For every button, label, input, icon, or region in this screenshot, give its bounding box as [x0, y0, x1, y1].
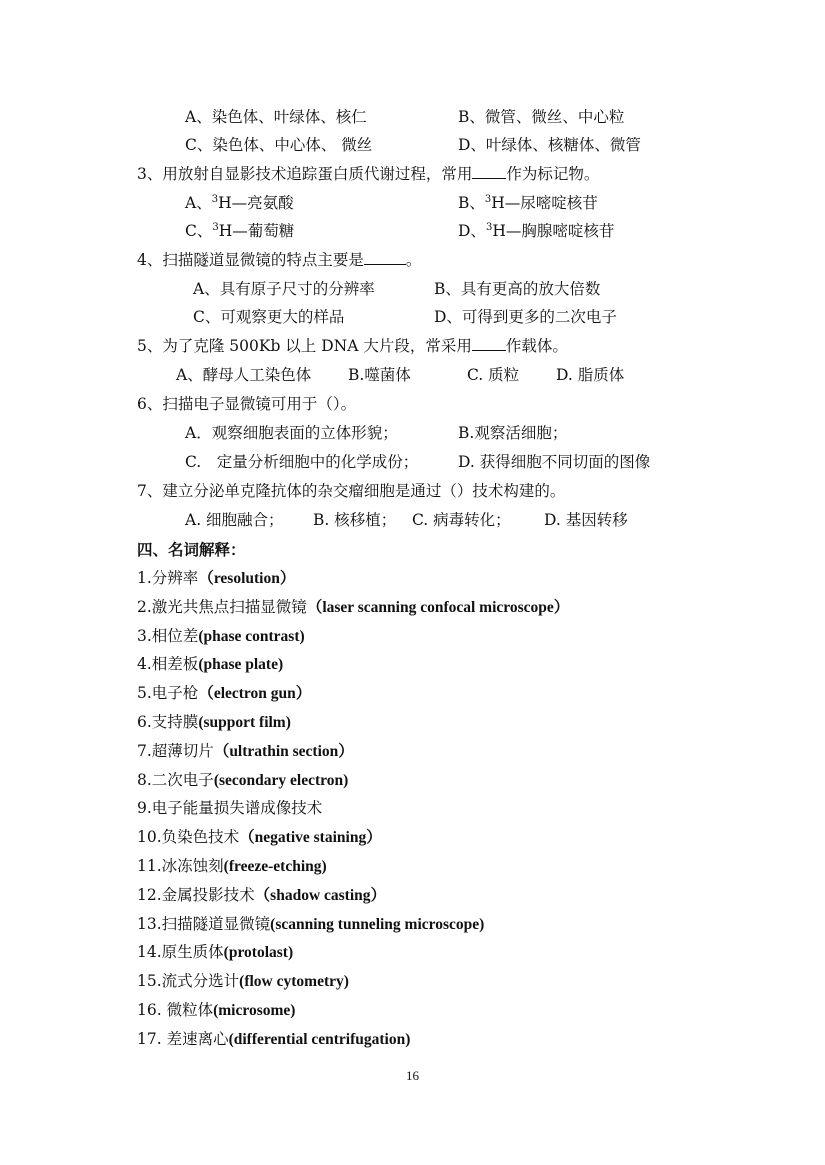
term-chinese: 相差板 — [151, 655, 199, 674]
term-english: (secondary electron) — [213, 771, 349, 789]
term-number: 3. — [137, 626, 152, 645]
q6-option-b: B.观察活细胞； — [458, 424, 568, 442]
term-number: 13. — [137, 914, 162, 933]
term-item — [0, 823, 825, 851]
term-number: 10. — [137, 828, 162, 847]
q5-stem-before: 5、为了克隆 500Kb 以上 DNA 大片段，常采用 — [137, 337, 472, 355]
term-chinese: 分辨率 — [151, 569, 199, 587]
term-chinese: 差速离心 — [161, 1029, 229, 1048]
term-english: （shadow casting） — [254, 886, 387, 904]
term-chinese: 流式分选计 — [161, 972, 240, 991]
term-number: 16. — [137, 1001, 162, 1019]
term-number: 7. — [137, 741, 152, 760]
q5-option-a: A、酵母人工染色体 — [176, 366, 312, 384]
term-english: (phase contrast) — [198, 627, 305, 645]
term-number: 6. — [137, 713, 152, 731]
term-item — [0, 708, 825, 736]
term-item — [0, 881, 825, 909]
q2-option-c: C、染色体、中心体、 微丝 — [185, 136, 373, 154]
term-chinese: 负染色技术 — [161, 828, 240, 847]
term-english: （negative staining） — [239, 829, 382, 847]
q7-option-a: A. 细胞融合； — [185, 511, 284, 529]
q5-options — [0, 361, 825, 389]
q7-option-d: D. 基因转移 — [544, 511, 628, 529]
term-item — [0, 564, 825, 592]
term-number: 2. — [137, 597, 152, 616]
term-chinese: 金属投影技术 — [161, 885, 255, 904]
term-chinese: 电子能量损失谱成像技术 — [151, 799, 323, 818]
term-number: 14. — [137, 943, 162, 962]
q3-option-b: B、$^3$H—尿嘧啶核苷 — [458, 194, 598, 212]
q6-stem: 6、扫描电子显微镜可用于（）。 — [137, 395, 357, 413]
q3-options-row2 — [0, 217, 825, 245]
q5-option-c: C. 质粒 — [467, 366, 520, 384]
q4-option-c: C、可观察更大的样品 — [193, 308, 345, 326]
term-chinese: 原生质体 — [161, 943, 224, 962]
q3-stem-before: 3、用放射自显影技术追踪蛋白质代谢过程，常用 — [137, 165, 473, 183]
q5-stem — [0, 332, 825, 360]
q6-option-d: D. 获得细胞不同切面的图像 — [458, 453, 651, 471]
q2-option-d: D、叶绿体、核糖体、微管 — [458, 136, 641, 154]
term-english: (protolast) — [223, 944, 294, 962]
q4-stem-before: 4、扫描隧道显微镜的特点主要是 — [137, 251, 364, 269]
term-number: 12. — [137, 885, 162, 904]
term-english: (microsome) — [213, 1002, 296, 1019]
term-number: 9. — [137, 799, 152, 818]
q3-options-row1 — [0, 189, 825, 217]
term-item — [0, 650, 825, 678]
term-number: 11. — [137, 857, 162, 875]
term-chinese: 激光共焦点扫描显微镜 — [151, 597, 307, 616]
answer-blank — [364, 248, 406, 265]
term-number: 8. — [137, 770, 152, 789]
term-item — [0, 737, 825, 765]
term-item — [0, 910, 825, 938]
section-title-row — [0, 536, 825, 564]
q4-stem-after: 。 — [405, 251, 422, 269]
term-english: （electron gun） — [198, 685, 312, 703]
term-chinese: 扫描隧道显微镜 — [161, 914, 271, 933]
q6-option-c: C. 定量分析细胞中的化学成份； — [185, 453, 419, 471]
term-item — [0, 967, 825, 995]
term-item — [0, 852, 825, 880]
term-chinese: 支持膜 — [151, 713, 199, 731]
term-english: （ultrathin section） — [213, 742, 354, 760]
q4-option-b: B、具有更高的放大倍数 — [434, 280, 601, 298]
q4-option-d: D、可得到更多的二次电子 — [434, 308, 617, 326]
term-item — [0, 622, 825, 650]
term-number: 5. — [137, 684, 152, 703]
q5-stem-after: 作载体。 — [505, 337, 568, 355]
term-english: (differential centrifugation) — [228, 1030, 411, 1048]
term-chinese: 微粒体 — [161, 1001, 214, 1019]
term-chinese: 超薄切片 — [151, 741, 214, 760]
term-number: 17. — [137, 1029, 162, 1048]
q2-option-b: B、微管、微丝、中心粒 — [458, 108, 625, 126]
q5-option-b: B.噬菌体 — [348, 366, 411, 384]
term-english: （laser scanning confocal microscope） — [306, 598, 570, 616]
page-number: 16 — [406, 1068, 419, 1083]
term-chinese: 电子枪 — [151, 684, 199, 703]
q6-options-row2 — [0, 448, 825, 476]
term-english: (phase plate) — [198, 656, 284, 674]
q6-options-row1 — [0, 419, 825, 447]
term-english: （resolution） — [198, 570, 296, 587]
term-item — [0, 593, 825, 621]
q2-options-row2 — [0, 131, 825, 159]
term-item — [0, 766, 825, 794]
q7-options — [0, 506, 825, 534]
q3-option-d: D、$^3$H—胸腺嘧啶核苷 — [458, 222, 615, 240]
q4-options-row1 — [0, 275, 825, 303]
answer-blank — [472, 162, 506, 179]
answer-blank — [472, 334, 506, 351]
q2-option-a: A、染色体、叶绿体、核仁 — [185, 108, 367, 126]
q4-option-a: A、具有原子尺寸的分辨率 — [193, 280, 375, 298]
term-chinese: 二次电子 — [151, 770, 214, 789]
q7-option-c: C. 病毒转化； — [412, 511, 511, 529]
term-item — [0, 794, 825, 822]
term-item — [0, 1025, 825, 1053]
term-chinese: 相位差 — [151, 626, 199, 645]
q7-stem: 7、建立分泌单克隆抗体的杂交瘤细胞是通过（）技术构建的。 — [137, 482, 566, 500]
term-english: (flow cytometry) — [239, 973, 349, 991]
q3-stem-after: 作为标记物。 — [506, 165, 600, 183]
q4-stem — [0, 246, 825, 274]
term-item — [0, 938, 825, 966]
term-english: (freeze-etching) — [223, 858, 327, 875]
term-item — [0, 679, 825, 707]
q5-option-d: D. 脂质体 — [556, 366, 625, 384]
term-chinese: 冰冻蚀刻 — [161, 857, 224, 875]
term-number: 1. — [137, 569, 152, 587]
q4-options-row2 — [0, 303, 825, 331]
term-english: (support film) — [198, 714, 291, 731]
section-title: 四、名词解释： — [137, 540, 246, 559]
q2-options-row1 — [0, 103, 825, 131]
q6-option-a: A．观察细胞表面的立体形貌； — [185, 424, 398, 442]
q3-stem — [0, 160, 825, 188]
q3-option-c: C、$^3$H—葡萄糖 — [185, 222, 295, 240]
q3-option-a: A、$^3$H—亮氨酸 — [185, 194, 294, 212]
term-number: 4. — [137, 655, 152, 674]
term-number: 15. — [137, 972, 162, 991]
q7-option-b: B. 核移植； — [313, 511, 397, 529]
term-item — [0, 996, 825, 1024]
term-english: (scanning tunneling microscope) — [270, 915, 485, 933]
